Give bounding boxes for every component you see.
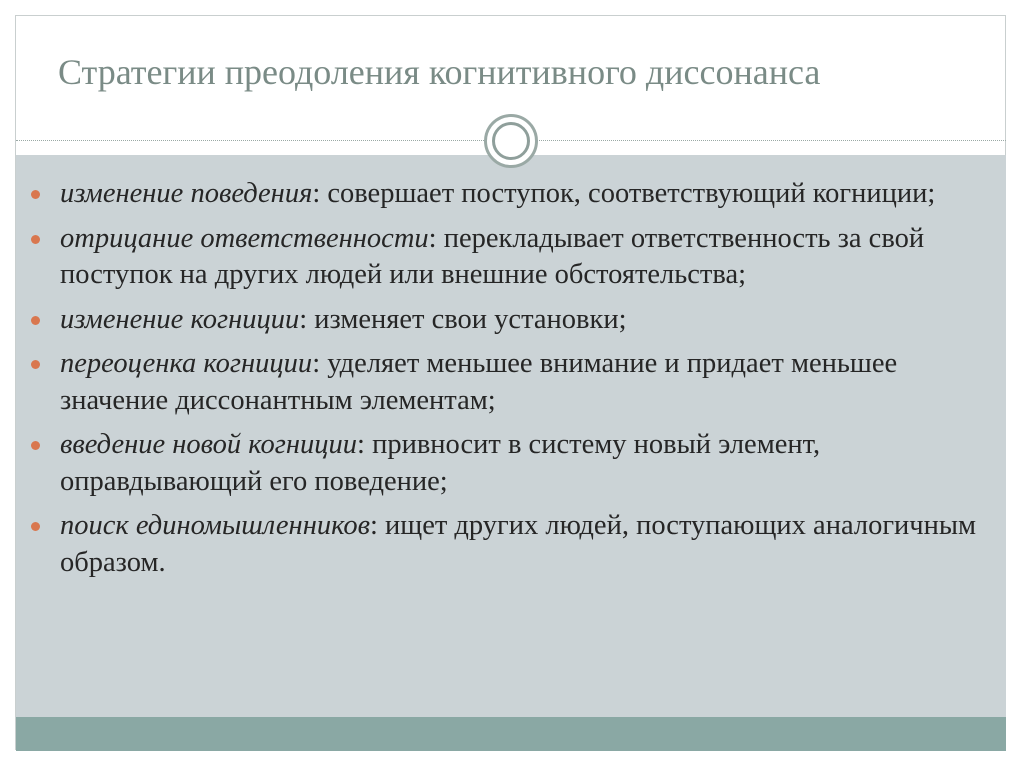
bullet-list xyxy=(24,176,999,589)
bullet-dot-icon xyxy=(31,522,40,531)
bullet-term: введение новой когниции xyxy=(60,429,358,460)
bullet-text: : совершает поступок, соответствующий когниции; xyxy=(312,178,936,209)
bullet-dot-icon xyxy=(31,235,40,244)
bullet-term: переоценка когниции xyxy=(60,348,313,379)
bullet-text: : изменяет свои установки; xyxy=(299,303,627,335)
bullet-dot-icon xyxy=(31,441,40,450)
bullet-text: : ищет других людей, поступающих аналогичным образом. xyxy=(60,510,977,578)
footer-bar xyxy=(16,717,1006,751)
bullet-term: изменение когниции xyxy=(60,303,300,335)
bullet-dot-icon xyxy=(31,190,40,199)
bullet-term: отрицание ответственности xyxy=(60,222,429,254)
bullet-text: : уделяет меньшее внимание и придает меньшее значение диссонантным элементам; xyxy=(60,348,898,416)
bullet-item xyxy=(24,221,999,294)
bullet-term: изменение поведения xyxy=(60,178,313,209)
double-circle-icon xyxy=(484,114,538,168)
bullet-text: : перекладывает ответственность за свой поступок на других людей или внешние обстоятельства; xyxy=(60,222,925,290)
slide-title: Стратегии преодоления когнитивного диссонанса xyxy=(58,52,821,92)
bullet-term: поиск единомышленников xyxy=(60,510,370,541)
bullet-dot-icon xyxy=(31,316,40,325)
bullet-item xyxy=(24,176,999,213)
bullet-text: : привносит в систему новый элемент, оправдывающий его поведение; xyxy=(60,429,821,497)
inner-circle xyxy=(492,122,530,160)
bullet-item xyxy=(24,302,999,339)
bullet-item xyxy=(24,427,999,500)
bullet-dot-icon xyxy=(31,360,40,369)
bullet-item xyxy=(24,508,999,581)
bullet-item xyxy=(24,346,999,419)
